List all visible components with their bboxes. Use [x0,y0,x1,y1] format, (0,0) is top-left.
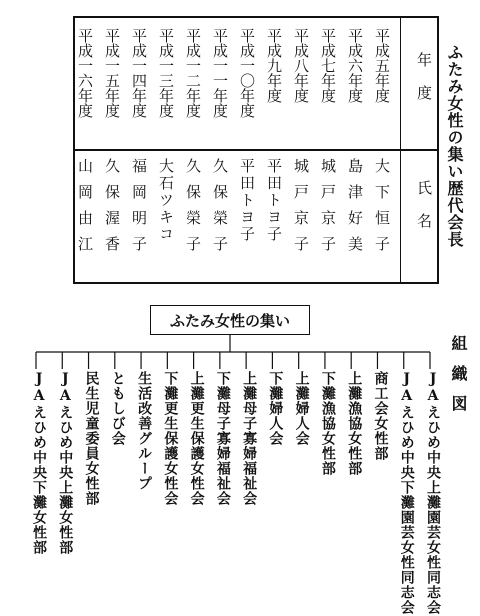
org-member: ともしび会 [109,371,126,446]
table-year-cell: 平成八年度 [292,28,310,103]
org-member: 上灘更生保護女性会 [188,371,205,506]
table-name-cell: 山岡由江 [76,158,94,262]
table-year-cell: 平成七年度 [319,28,337,103]
org-member: 生活改善グループ [136,371,153,491]
org-member: 上灘婦人会 [293,371,310,446]
table-name-cell: 城戸京子 [292,158,310,262]
org-member: JAえひめ中央上灘女性部 [57,371,74,555]
table-name-cell: 福岡明子 [130,158,148,262]
table-year-cell: 平成一六年度 [76,28,94,118]
org-member: 下灘婦人会 [267,371,284,446]
org-member: 上灘母子寡婦福祉会 [241,371,258,506]
header-name: 氏名 [415,180,433,246]
table-name-cell: 久保渥香 [103,158,121,262]
org-member: 上灘漁協女性部 [346,371,363,476]
org-chart-label: 組織図 [449,335,468,425]
org-member: 商工会女性部 [372,371,389,461]
table-name-cell: 久保榮子 [211,158,229,262]
org-root-box: ふたみ女性の集い [150,305,310,335]
org-member: 下灘漁協女性部 [319,371,336,476]
table-name-cell: 城戸京子 [319,158,337,262]
table-name-cell: 大石ツキコ [157,158,175,243]
past-presidents-table [73,16,439,284]
table-year-cell: 平成九年度 [265,28,283,103]
org-member: 下灘母子寡婦福祉会 [214,371,231,506]
table-name-cell: 平田トヨ子 [238,158,256,243]
table-year-cell: 平成一三年度 [157,28,175,118]
table-year-cell: 平成六年度 [346,28,364,103]
side-title: ふたみ女性の集い歴代会長 [445,44,464,248]
org-member: 民生児童委員女性部 [83,371,100,506]
org-member: JAえひめ中央下灘女性部 [31,371,47,555]
table-year-cell: 平成一一年度 [211,28,229,118]
table-divider [75,149,437,151]
table-year-cell: 平成一二年度 [184,28,202,118]
table-year-cell: 平成五年度 [373,28,391,103]
header-year: 年度 [415,52,433,118]
org-member: JAえひめ中央下灘園芸女性同志会 [398,371,415,615]
table-year-cell: 平成一〇年度 [238,28,256,118]
table-name-cell: 平田トヨ子 [265,158,283,243]
table-name-cell: 久保榮子 [184,158,202,262]
table-year-cell: 平成一四年度 [130,28,148,118]
table-year-cell: 平成一五年度 [103,28,121,118]
org-member: JAえひめ中央上灘園芸女性同志会 [425,371,441,615]
years-row [71,28,395,118]
org-member: 下灘更生保護女性会 [162,371,179,506]
names-row [71,158,395,262]
header-column-line [400,18,401,282]
table-name-cell: 島津好美 [346,158,364,262]
table-name-cell: 大下恒子 [373,158,391,262]
